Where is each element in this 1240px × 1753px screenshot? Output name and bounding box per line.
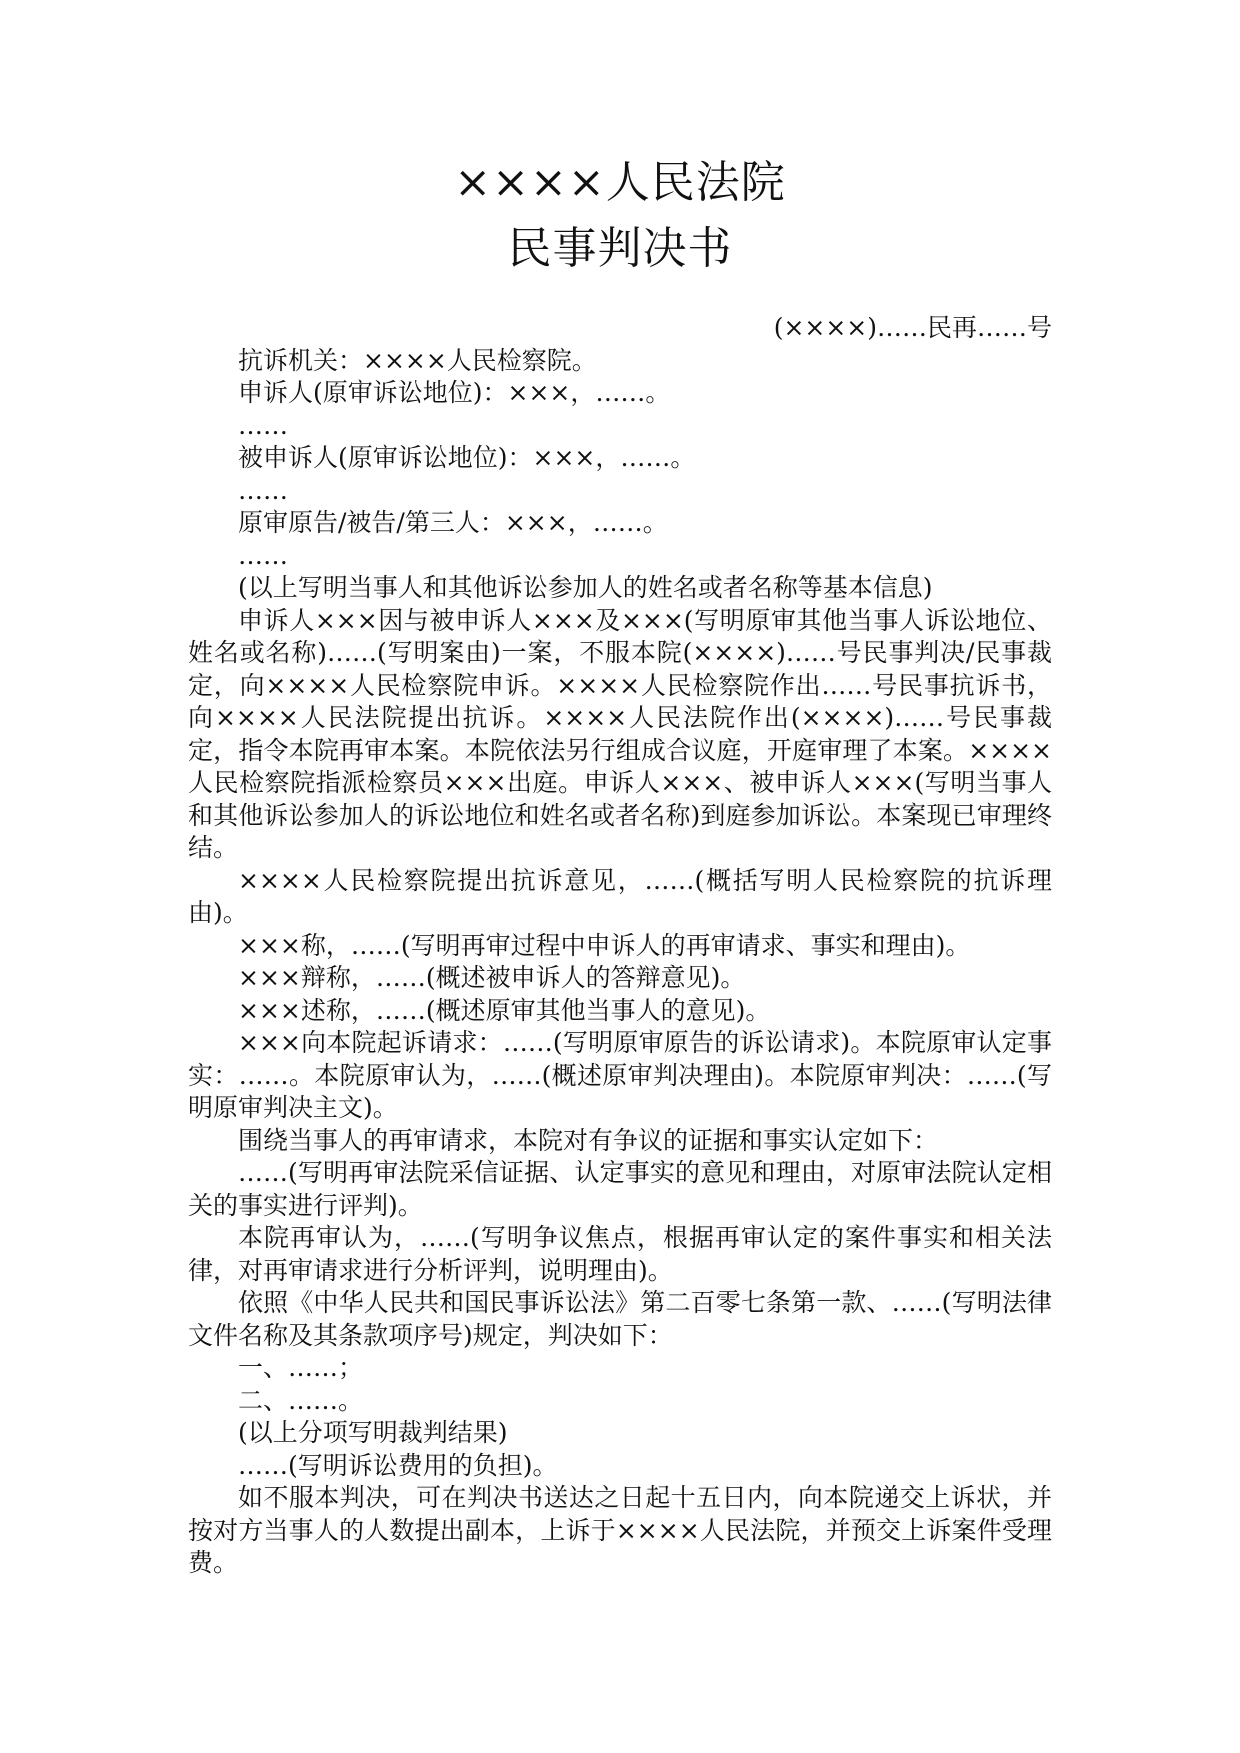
litigation-fee-paragraph: ……(写明诉讼费用的负担)。 [238, 1450, 558, 1480]
parties-note: (以上写明当事人和其他诉讼参加人的姓名或者名称等基本信息) [238, 573, 933, 602]
party-respondent: 被申诉人(原审诉讼地位)：×××，……。 [238, 443, 696, 472]
other-party-statement-paragraph: ×××述称，……(概述原审其他当事人的意见)。 [238, 995, 771, 1025]
party-ellipsis: …… [238, 540, 288, 570]
original-trial-paragraph: ×××向本院起诉请求：……(写明原审原告的诉讼请求)。本院原审认定事实：……。本院原审认为，……(概述原审判决理由)。本院原审判决：……(写明原审判决主文)。 [188, 1028, 1052, 1122]
judgment-item-2: 二、……。 [238, 1385, 364, 1415]
document-body [188, 312, 1052, 1580]
respondent-defense-paragraph: ×××辩称，……(概述被申诉人的答辩意见)。 [238, 963, 746, 992]
evidence-intro-paragraph: 围绕当事人的再审请求，本院对有争议的证据和事实认定如下： [238, 1125, 939, 1155]
party-ellipsis: …… [238, 475, 288, 505]
party-original-party: 原审原告/被告/第三人：×××，……。 [238, 508, 668, 537]
case-background-paragraph: 申诉人×××因与被申诉人×××及×××(写明原审其他当事人诉讼地位、姓名或名称)……(写明案由)一案，不服本院(××××)……号民事判决/民事裁定，向××××人民检察院申诉。××××人民检察院作出……号民事抗诉书，向××××人民法院提出抗诉。××××人民法院作出(××××)……号民事裁定，指令本院再审本案。本院依法另行组成合议庭，开庭审理了本案。××××人民检察院指派检察员×××出庭。申诉人×××、被申诉人×××(写明当事人和其他诉讼参加人的诉讼地位和姓名或者名称)到庭参加诉讼。本案现已审理终结。 [188, 605, 1052, 862]
judgment-items-note: (以上分项写明裁判结果) [238, 1418, 508, 1447]
party-protest-organ: 抗诉机关：××××人民检察院。 [238, 345, 597, 375]
retrial-reasoning-paragraph: 本院再审认为，……(写明争议焦点，根据再审认定的案件事实和相关法律，对再审请求进行分析评判，说明理由)。 [188, 1223, 1052, 1285]
evidence-findings-paragraph: ……(写明再审法院采信证据、认定事实的意见和理由，对原审法院认定相关的事实进行评判)。 [188, 1158, 1052, 1220]
case-number: (××××)……民再……号 [773, 313, 1052, 342]
procuratorate-opinion-paragraph: ××××人民检察院提出抗诉意见，……(概括写明人民检察院的抗诉理由)。 [188, 865, 1052, 927]
party-ellipsis: …… [238, 410, 288, 440]
legal-basis-paragraph: 依照《中华人民共和国民事诉讼法》第二百零七条第一款、……(写明法律文件名称及其条款项序号)规定，判决如下： [188, 1288, 1052, 1350]
judgment-item-1: 一、……； [238, 1353, 364, 1382]
party-appellant: 申诉人(原审诉讼地位)：×××，……。 [238, 378, 671, 407]
document-title: 民事判决书 [507, 223, 733, 274]
court-name: ××××人民法院 [454, 157, 786, 208]
document-header [0, 150, 1240, 282]
appellant-claim-paragraph: ×××称，……(写明再审过程中申诉人的再审请求、事实和理由)。 [238, 930, 971, 960]
appeal-notice-paragraph: 如不服本判决，可在判决书送达之日起十五日内，向本院递交上诉状，并按对方当事人的人数提出副本，上诉于××××人民法院，并预交上诉案件受理费。 [188, 1483, 1052, 1577]
